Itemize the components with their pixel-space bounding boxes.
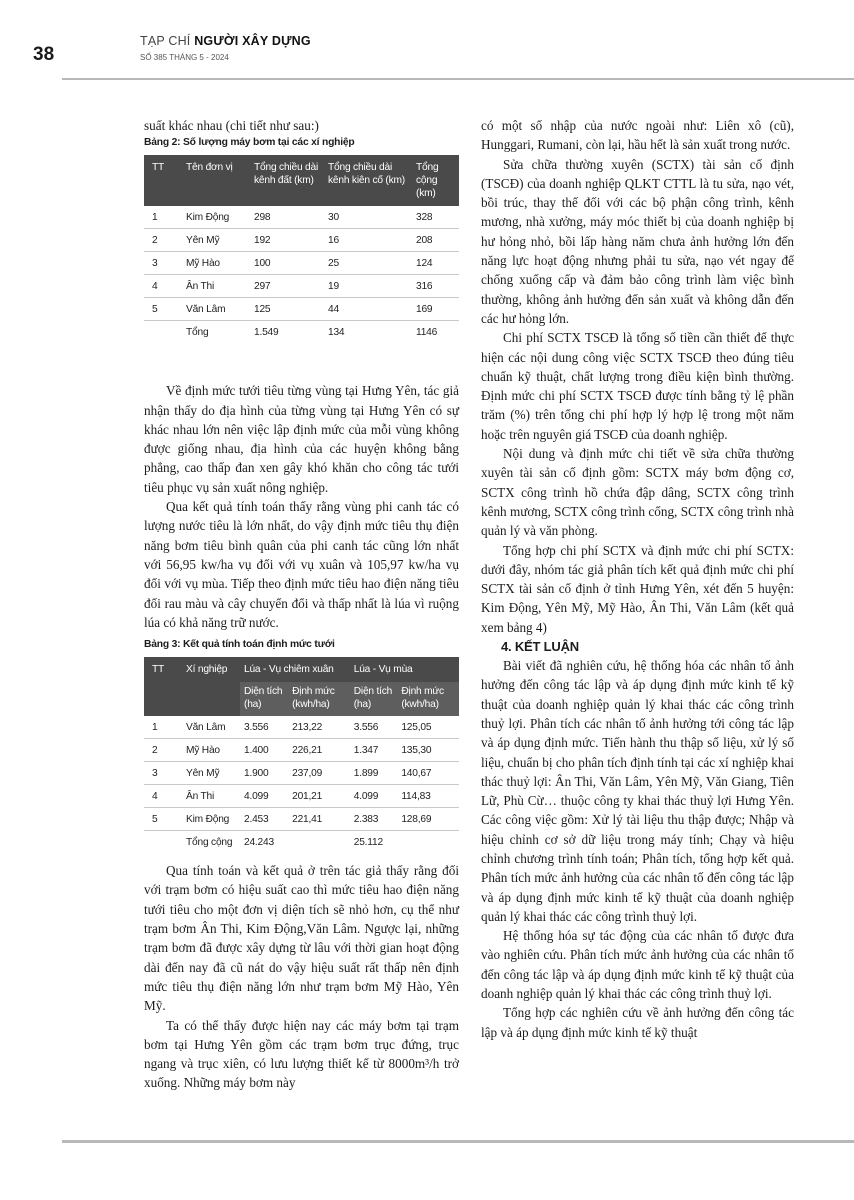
table-cell: 4.099: [350, 785, 398, 808]
table3: [144, 657, 459, 853]
right-column: [481, 116, 794, 1042]
table-cell: Mỹ Hào: [182, 252, 250, 275]
table3-header-cell: Xí nghiệp: [182, 657, 240, 716]
table-cell: 30: [324, 206, 412, 229]
table-cell: 100: [250, 252, 324, 275]
table-cell: Tổng: [186, 327, 209, 339]
table-cell: 3: [144, 762, 182, 785]
table-cell: 5: [144, 298, 182, 321]
paragraph: Tổng hợp các nghiên cứu về ảnh hưởng đến công tác lập và áp dụng định mức kinh tế kỹ thuật: [481, 1005, 794, 1040]
table-cell: [288, 831, 350, 854]
intro-line: suất khác nhau (chi tiết như sau:): [144, 118, 319, 133]
table-cell: 226,21: [288, 739, 350, 762]
table-cell: 208: [412, 229, 459, 252]
table-cell: 2: [144, 229, 182, 252]
table-cell: 3: [144, 252, 182, 275]
table-cell: 125: [250, 298, 324, 321]
table-cell: 316: [412, 275, 459, 298]
table-cell: 124: [412, 252, 459, 275]
table2-header-cell: Tổng chiều dài kênh đất (km): [250, 155, 324, 206]
table-cell: 169: [412, 298, 459, 321]
table-cell: 1.400: [240, 739, 288, 762]
paragraph: Nội dung và định mức chi tiết về sửa chữa thường xuyên tài sản cố định gồm: SCTX máy bơm động cơ, SCTX công trình hồ chứa đập dâng, SCTX công trình kênh mương, SCTX công trình cống, SCTX công trình nhà quản lý và văn phòng.: [481, 446, 794, 539]
table-cell: 2.453: [240, 808, 288, 831]
table-cell: 2: [144, 739, 182, 762]
table3-header-group: Lúa - Vụ mùa: [350, 657, 459, 682]
table2-header-cell: Tên đơn vị: [182, 155, 250, 206]
paragraph: Tổng hợp chi phí SCTX và định mức chi phí SCTX: dưới đây, nhóm tác giả phân tích kết quả định mức chi phí SCTX tài sản cố định ở tỉnh Hưng Yên, xét đến 5 huyện: Kim Động, Yên Mỹ, Mỹ Hào, Ân Thi, Văn Lâm (kết quả xem bảng 4): [481, 542, 794, 635]
table-cell: [397, 831, 459, 854]
table2-header-cell: Tổng cộng (km): [412, 155, 459, 206]
issue-info: SỐ 385 THÁNG 5 - 2024: [140, 53, 229, 62]
table-cell: 134: [328, 327, 345, 339]
table-cell: Yên Mỹ: [182, 229, 250, 252]
table-cell: 4: [144, 275, 182, 298]
table-cell: 140,67: [397, 762, 459, 785]
table-cell: Mỹ Hào: [182, 739, 240, 762]
paragraph: Sửa chữa thường xuyên (SCTX) tài sản cố định (TSCĐ) của doanh nghiệp QLKT CTTL là tu sửa, nạo vét, bồi trúc, thay thế đối với các bộ phận công trình, kênh mương, nhà xưởng, máy móc thiết bị của doanh nghiệp bị hư hỏng nhỏ, bồi lấp hàng năm chưa ảnh hưởng lớn đến năng lực hoạt động nhưng phải tu sửa, nạo vét ngay để chống xuống cấp và đảm bảo công trình làm việc bình thường, không ảnh hưởng đến sản xuất và không dẫn đến các hư hỏng lớn.: [481, 156, 794, 326]
table-cell: 1146: [416, 327, 438, 339]
table-cell: 4.099: [240, 785, 288, 808]
table-cell: 1.549: [254, 327, 279, 339]
table-cell: 5: [144, 808, 182, 831]
table2: [144, 155, 459, 343]
table-cell: Ân Thi: [182, 785, 240, 808]
paragraph: Về định mức tưới tiêu từng vùng tại Hưng Yên, tác giả nhận thấy do địa hình của từng vùng tại Hưng Yên có sự khác nhau lớn nên việc lập định mức của mỗi vùng không được giống nhau, địa hình của các huyện không bằng phẳng, cao thấp đan xen gây khó khăn cho công tác tưới tiêu phục vụ sản xuất nông nghiệp.: [144, 383, 459, 495]
paragraph: Hệ thống hóa sự tác động của các nhân tố được đưa vào nghiên cứu. Phân tích mức ảnh hưởng của các nhân tố đến công tác lập và áp dụng định mức kinh tế kỹ thuật của doanh nghiệp quản lý khai thác các công trình thuỷ lợi.: [481, 928, 794, 1002]
journal-masthead: [140, 34, 311, 48]
table-cell: [144, 831, 182, 854]
table-cell: 125,05: [397, 716, 459, 739]
table-cell: 19: [324, 275, 412, 298]
table-row: [144, 275, 459, 298]
table3-header-cell: Diện tích (ha): [350, 682, 398, 716]
table-row: [144, 229, 459, 252]
table3-header-cell: Định mức (kwh/ha): [397, 682, 459, 716]
table-row: [144, 739, 459, 762]
table-row: [144, 762, 459, 785]
paragraph: Chi phí SCTX TSCĐ là tổng số tiền cần thiết để thực hiện các nội dung công việc SCTX TSCĐ theo đúng tiêu chuẩn kỹ thuật, chất lượng trong điều kiện bình thường. Định mức chi phí SCTX TSCĐ được tính bằng tỷ lệ phần trăm (%) trên tổng chi phí hợp lý hợp lệ trong một năm hoặc trên nguyên giá TSCĐ của doanh nghiệp.: [481, 330, 794, 442]
table-cell: 25: [324, 252, 412, 275]
table-cell: 44: [324, 298, 412, 321]
paragraph: Bài viết đã nghiên cứu, hệ thống hóa các nhân tố ảnh hưởng đến công tác lập và áp dụng định mức kinh tế kỹ thuật của doanh nghiệp quản lý khai thác các công trình thuỷ lợi. Phân tích các nhân tố ảnh hưởng tới công tác lập và áp dụng định mức. Tiến hành thu thập số liệu, xử lý số liệu, chuẩn bị cho phân tích định tính tại các xí nghiệp khai thác thuỷ lợi: Ân Thi, Văn Lâm, Yên Mỹ, Văn Giang, Tiên Lữ, Phù Cừ… thuộc công ty khai thác thuỷ lợi Hưng Yên. Các công việc gồm: Xử lý tài liệu thu thập được; Nhập và hiệu chỉnh cơ sở dữ liệu trong máy tính; Chạy và hiệu chỉnh chương trình tính toán; Phân tích, tổng hợp kết quả. Phân tích mức ảnh hưởng của các nhân tố đến công tác lập và áp dụng định mức kinh tế kỹ thuật của doanh nghiệp quản lý khai thác các công trình thuỷ lợi.: [481, 658, 794, 924]
left-column: [144, 116, 459, 1093]
table-cell: 4: [144, 785, 182, 808]
table-row: [144, 298, 459, 321]
table-cell: 3.556: [240, 716, 288, 739]
table-cell: Văn Lâm: [182, 298, 250, 321]
table-cell: 1.347: [350, 739, 398, 762]
footer-rule: [62, 1140, 854, 1143]
table-cell: 1: [144, 206, 182, 229]
paragraph: có một số nhập của nước ngoài như: Liên xô (cũ), Hunggari, Rumani, còn lại, hầu hết là sản xuất trong nước.: [481, 118, 794, 153]
table-cell: 2.383: [350, 808, 398, 831]
table-row: [144, 831, 459, 854]
table-row: [144, 252, 459, 275]
journal-prefix: TẠP CHÍ: [140, 34, 191, 48]
table2-header-cell: Tổng chiều dài kênh kiên cố (km): [324, 155, 412, 206]
table2-header-cell: TT: [144, 155, 182, 206]
table-cell: Ân Thi: [182, 275, 250, 298]
table-row: [144, 716, 459, 739]
journal-name: NGƯỜI XÂY DỰNG: [194, 34, 311, 48]
table-cell: 237,09: [288, 762, 350, 785]
table-cell: 1.899: [350, 762, 398, 785]
table-cell: 3.556: [350, 716, 398, 739]
table-cell: Văn Lâm: [182, 716, 240, 739]
table-cell: 298: [250, 206, 324, 229]
table-cell: 328: [412, 206, 459, 229]
table3-header-cell: Định mức (kwh/ha): [288, 682, 350, 716]
table-cell: 192: [250, 229, 324, 252]
table-row: [144, 321, 459, 344]
table3-header-group: Lúa - Vụ chiêm xuân: [240, 657, 350, 682]
table-cell: 16: [324, 229, 412, 252]
paragraph: Qua kết quả tính toán thấy rằng vùng phi canh tác có lượng nước tiêu là lớn nhất, do vậy định mức tiêu thụ điện năng bơm tiêu bình quân của phi canh tác cũng lớn nhất với 56,95 kw/ha vụ đối với vụ xuân và 105,97 kw/ha vụ đối với vụ mùa. Tiếp theo định mức tiêu hao điện năng tiêu đối rau màu và cây chuyển đổi và thấp nhất là lúa vì ruộng lúa có khả năng trữ nước.: [144, 499, 459, 630]
table-cell: 1: [144, 716, 182, 739]
table-row: [144, 808, 459, 831]
table3-header-row: [144, 657, 459, 682]
table-cell: 297: [250, 275, 324, 298]
table3-header-cell: Diện tích (ha): [240, 682, 288, 716]
table-cell: Kim Động: [182, 808, 240, 831]
table-cell: Tổng cộng: [186, 837, 233, 849]
table-cell: 221,41: [288, 808, 350, 831]
table-row: [144, 206, 459, 229]
table2-header-row: [144, 155, 459, 206]
paragraph: Qua tính toán và kết quả ở trên tác giả thấy rằng đối với trạm bơm có hiệu suất cao thì mức tiêu hao điện năng tưới tiêu cho một đơn vị diện tích sẽ nhỏ hơn, cụ thể như trạm bơm Ân Thi, Kim Động,Văn Lâm. Ngược lại, những trạm bơm đã được xây dựng từ lâu với thời gian hoạt động dài đến nay đã cũ nát do vậy hiệu suất rất thấp nên định mức tiêu thụ điện năng lớn như trạm bơm Mỹ Hào, Yên Mỹ.: [144, 863, 459, 1014]
table2-caption: Bảng 2: Số lượng máy bơm tại các xí nghiệp: [144, 137, 355, 149]
table-cell: 24.243: [244, 837, 274, 849]
table-cell: 213,22: [288, 716, 350, 739]
table-cell: 201,21: [288, 785, 350, 808]
table-cell: Yên Mỹ: [182, 762, 240, 785]
table-cell: Kim Động: [182, 206, 250, 229]
table-cell: 114,83: [397, 785, 459, 808]
table-cell: [144, 321, 182, 344]
table-cell: 135,30: [397, 739, 459, 762]
table3-caption: Bảng 3: Kết quả tính toán định mức tưới: [144, 639, 335, 651]
section-heading: 4. KẾT LUẬN: [501, 639, 579, 655]
header-rule: [62, 78, 854, 80]
table3-header-cell: TT: [144, 657, 182, 716]
table-cell: 128,69: [397, 808, 459, 831]
page-header: [0, 0, 854, 84]
table-cell: 25.112: [353, 837, 383, 849]
page-number: 38: [33, 44, 55, 65]
paragraph: Ta có thể thấy được hiện nay các máy bơm tại trạm bơm tại Hưng Yên gồm các trạm bơm trục đứng, trục ngang và trục xiên, có lưu lượng thiết kế từ 8000m³/h trở xuống. Những máy bơm này: [144, 1017, 459, 1091]
table-row: [144, 785, 459, 808]
table-cell: 1.900: [240, 762, 288, 785]
